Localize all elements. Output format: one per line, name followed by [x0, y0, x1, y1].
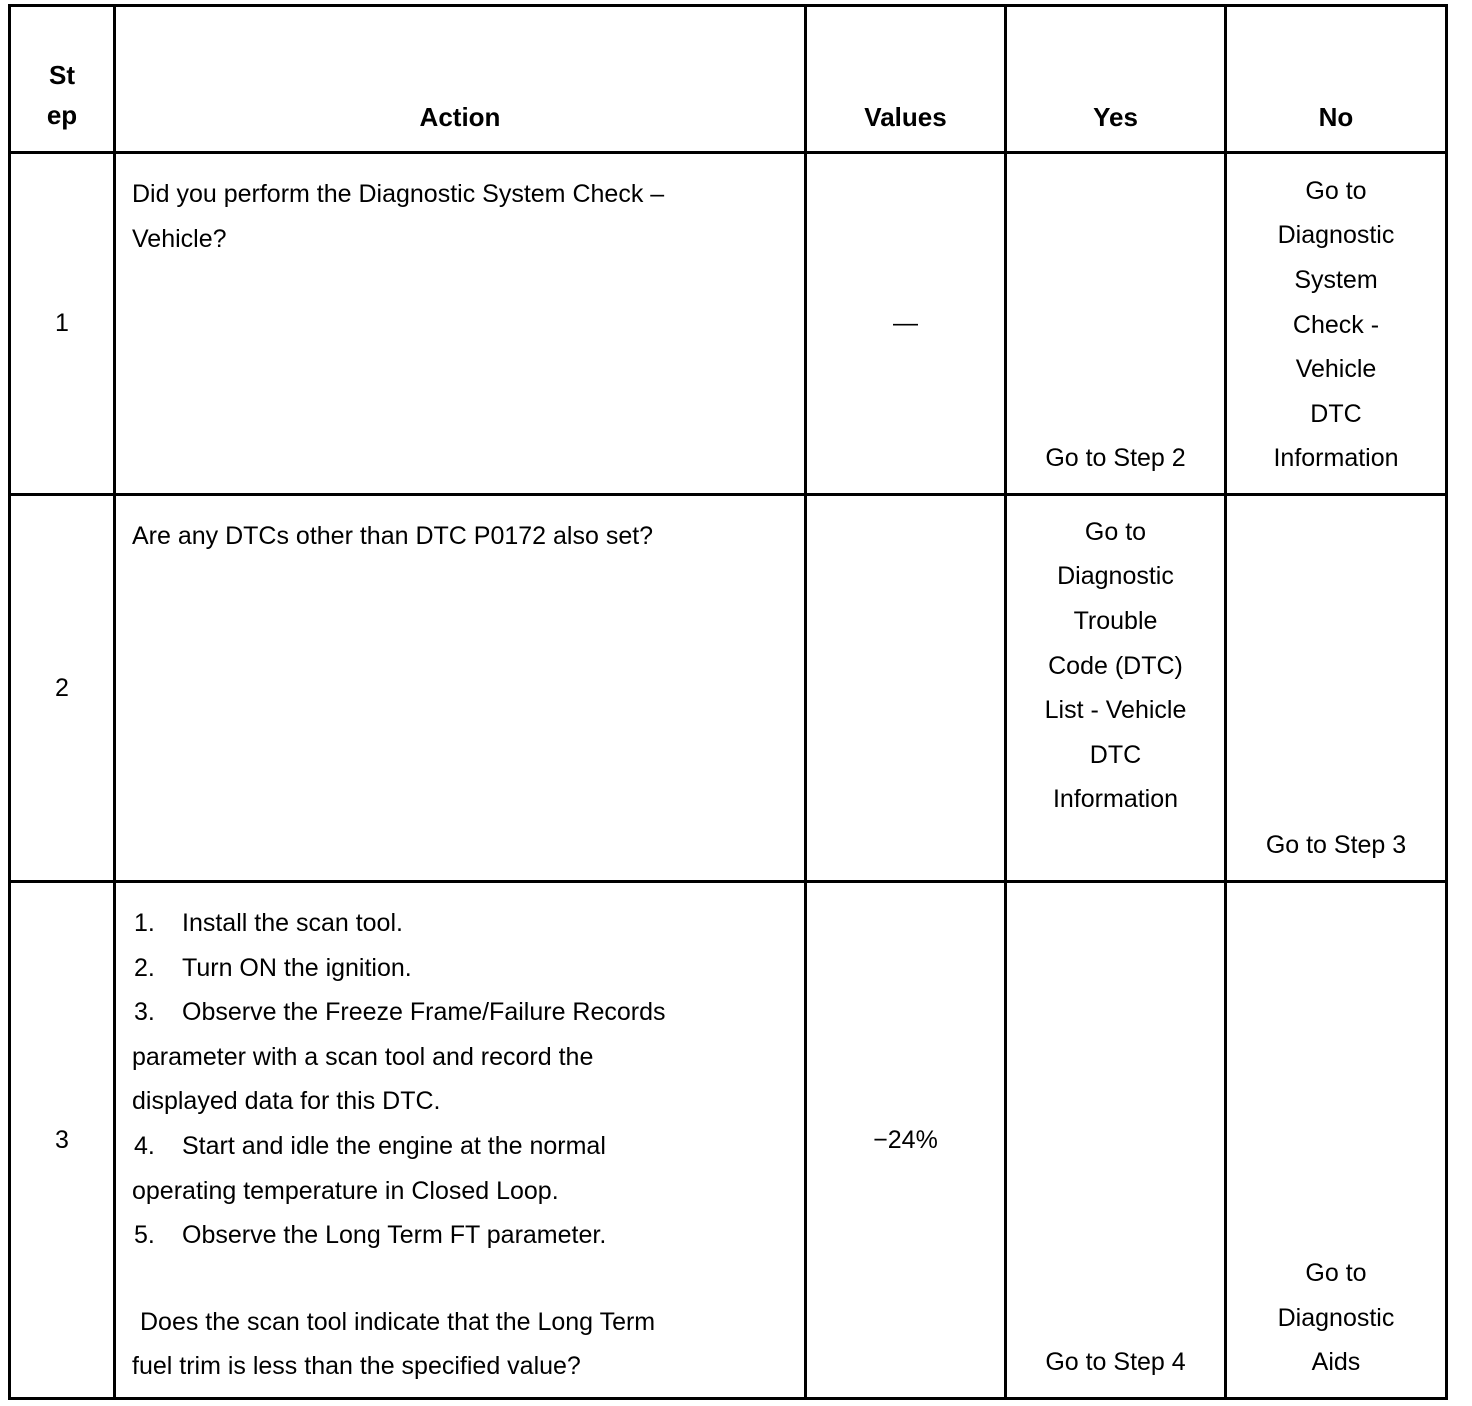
action-item [132, 901, 788, 946]
table-row [10, 882, 1447, 1399]
item-text: Start and idle the engine at the normal [182, 1131, 606, 1160]
no-line: Diagnostic [1277, 1303, 1395, 1332]
item-text: Turn ON the ignition. [182, 953, 412, 982]
yes-line: Trouble [1073, 607, 1158, 636]
table-row [10, 153, 1447, 495]
item-number: 3. [134, 998, 155, 1027]
action-cell [115, 153, 806, 495]
action-item [132, 1213, 788, 1258]
item-text: Install the scan tool. [182, 909, 403, 937]
item-number: 2. [134, 953, 155, 982]
item-number: 5. [134, 1221, 155, 1250]
values-cell: — [806, 153, 1006, 495]
no-line: Diagnostic [1277, 221, 1395, 250]
action-cell [115, 495, 806, 882]
no-cell [1226, 495, 1447, 882]
item-text: Observe the Long Term FT parameter. [182, 1221, 607, 1250]
no-link: Go to Step 3 [1265, 831, 1407, 860]
item-text: Observe the Freeze Frame/Failure Records [182, 998, 666, 1027]
yes-link: Go to Step 4 [1045, 1348, 1186, 1377]
item-number: 4. [134, 1131, 155, 1160]
no-cell [1226, 153, 1447, 495]
action-line: Did you perform the Diagnostic System Check – [132, 180, 665, 208]
question-line: fuel trim is less than the specified value? [132, 1352, 581, 1381]
action-item-continued: parameter with a scan tool and record the [132, 1042, 594, 1071]
action-line: Vehicle? [132, 224, 227, 253]
action-item [132, 946, 788, 991]
no-line: System [1294, 266, 1378, 295]
step-header-line: ep [46, 100, 78, 130]
no-line: Go to [1305, 1259, 1367, 1288]
step-header [10, 6, 115, 153]
yes-line: List - Vehicle [1044, 696, 1187, 725]
yes-link: Go to Step 2 [1045, 444, 1186, 473]
yes-line: DTC [1089, 740, 1142, 769]
no-cell [1226, 882, 1447, 1399]
spacer [132, 1258, 788, 1300]
diagnostic-table [8, 4, 1448, 1400]
step-number: 2 [10, 495, 115, 882]
no-line: Go to [1305, 176, 1367, 205]
values-header: Values [806, 6, 1006, 153]
values-cell: −24% [806, 882, 1006, 1399]
yes-cell [1006, 153, 1226, 495]
no-line: Aids [1311, 1348, 1361, 1377]
no-line: Check - [1292, 310, 1380, 339]
step-number: 3 [10, 882, 115, 1399]
yes-header: Yes [1006, 6, 1226, 153]
no-header: No [1226, 6, 1447, 153]
table-row [10, 495, 1447, 882]
yes-line: Diagnostic [1057, 562, 1174, 591]
header-row [10, 6, 1447, 153]
step-number: 1 [10, 153, 115, 495]
action-item [132, 990, 788, 1035]
no-line: Information [1273, 444, 1399, 473]
yes-line: Go to [1084, 517, 1147, 546]
action-item-continued: operating temperature in Closed Loop. [132, 1176, 559, 1205]
action-cell [115, 882, 806, 1399]
yes-cell [1006, 495, 1226, 882]
no-line: Vehicle [1295, 355, 1377, 384]
step-header-line: St [49, 60, 75, 90]
yes-cell [1006, 882, 1226, 1399]
action-item-continued: displayed data for this DTC. [132, 1087, 441, 1116]
action-header: Action [115, 6, 806, 153]
action-item [132, 1124, 788, 1169]
values-cell [806, 495, 1006, 882]
no-line: DTC [1310, 399, 1362, 428]
item-number: 1. [134, 909, 155, 937]
yes-line: Information [1052, 785, 1179, 814]
question-line: Does the scan tool indicate that the Long Term [140, 1307, 656, 1336]
action-line: Are any DTCs other than DTC P0172 also set? [132, 522, 654, 550]
yes-line: Code (DTC) [1048, 651, 1183, 680]
